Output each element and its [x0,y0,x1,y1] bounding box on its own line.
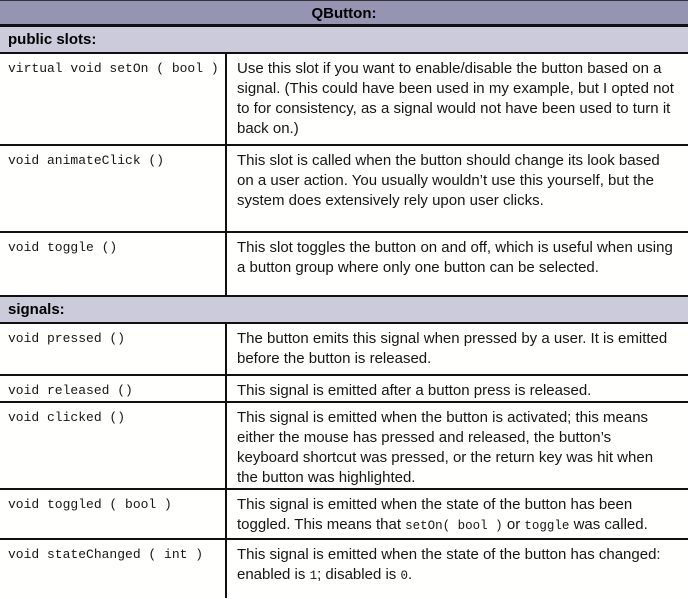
description-cell: This slot toggles the button on and off, which is useful when using a button group where only one button can be selected. [237,239,673,276]
table-row-animateClick [0,146,688,233]
section-header-signals: signals: [0,297,688,324]
description-text: or [502,516,525,533]
description-cell: This signal is emitted after a button press is released. [237,382,592,399]
inline-code: setOn( bool ) [405,519,503,533]
section-header-public-slots: public slots: [0,27,688,54]
description-cell [227,540,688,598]
description-cell: Use this slot if you want to enable/disable the button based on a signal. (This could have been used in my example, but I opted not to for consistency, as a signal would not have been used to turn it back on.) [237,60,674,137]
description-cell: The button emits this signal when pressed by a user. It is emitted before the button is released. [237,330,668,367]
table-row-released [0,376,688,403]
description-text: was called. [569,516,648,533]
description-text: ; disabled is [317,566,401,583]
method-signature-cell: virtual void setOn ( bool ) [0,54,227,144]
description-cell: This signal is emitted when the button is activated; this means either the mouse has pressed and released, the button’s keyboard shortcut was pressed, or the return key was hit when the button was highlighted. [237,409,654,486]
description-cell [227,490,688,538]
table-row-toggled [0,490,688,540]
description-text: . [407,566,413,583]
method-signature-cell: void toggle () [0,233,227,295]
table-row-stateChanged [0,540,688,598]
method-signature-cell: void released () [0,376,227,401]
method-signature-cell: void pressed () [0,324,227,374]
table-row-clicked [0,403,688,490]
inline-code: toggle [524,519,570,533]
inline-code: 1 [309,569,318,583]
table-row-toggle [0,233,688,297]
table-title: QButton: [0,1,688,27]
method-signature-cell: void toggled ( bool ) [0,490,227,538]
table-row-setOn [0,54,688,146]
description-text: This signal is emitted when the state of the button has been toggled. This means that [237,496,633,533]
method-signature-cell: void animateClick () [0,146,227,231]
method-signature-cell: void stateChanged ( int ) [0,540,227,598]
table-row-pressed [0,324,688,376]
inline-code: 0 [400,569,408,583]
method-signature-cell: void clicked () [0,403,227,488]
description-cell: This slot is called when the button should change its look based on a user action. You usually wouldn’t use this yourself, but the system does extensively rely upon user clicks. [237,152,660,209]
description-text: This signal is emitted when the state of the button has changed: enabled is [237,546,661,583]
